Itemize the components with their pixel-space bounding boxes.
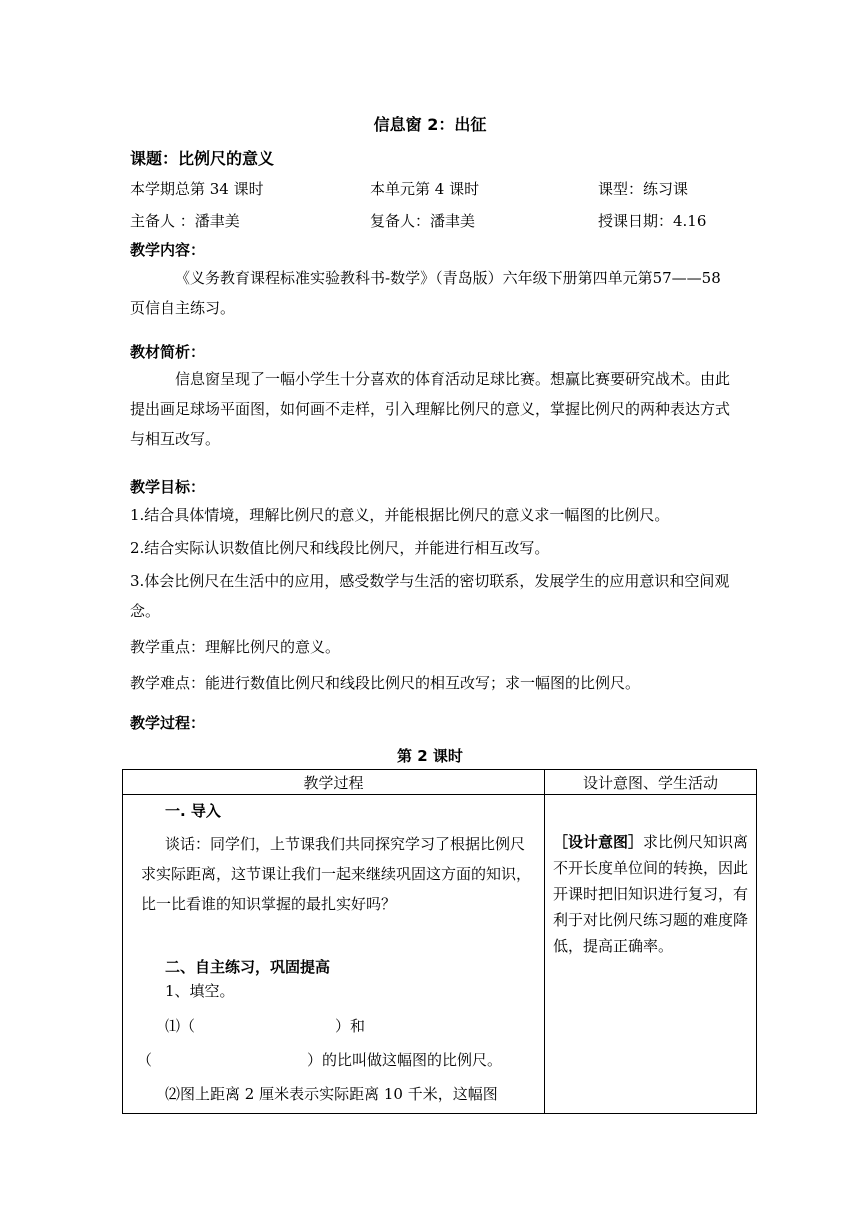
- lesson-table: [122, 769, 757, 1114]
- goal-item: 3.体会比例尺在生活中的应用，感受数学与生活的密切联系，发展学生的应用意识和空间观念。: [130, 572, 730, 620]
- section-intro-title: 一. 导入: [165, 802, 221, 820]
- question-1b: [137, 1045, 534, 1075]
- section-practice-title: 二、自主练习，巩固提高: [165, 958, 331, 976]
- teaching-date: 授课日期：4.16: [598, 212, 707, 230]
- q1a-close: ）和: [335, 1017, 366, 1035]
- q1b-open: （: [137, 1051, 153, 1069]
- goal-item: 2.结合实际认识数值比例尺和线段比例尺，并能进行相互改写。: [130, 539, 550, 557]
- analysis-heading: 教材简析：: [130, 343, 206, 361]
- content-text: 《义务教育课程标准实验教科书-数学》（青岛版）六年级下册第四单元第57——58 页信自主练习。: [130, 269, 721, 317]
- question-1a: [165, 1011, 534, 1041]
- lesson-label: 第 2 课时: [397, 747, 463, 765]
- design-cell: [545, 795, 757, 1114]
- co-preparer: 复备人：潘聿美: [370, 212, 476, 230]
- question-1c: ⑵图上距离 2 厘米表示实际距离 10 千米，这幅图: [165, 1085, 498, 1103]
- question-1: 1、填空。: [165, 982, 235, 1000]
- content-heading: 教学内容：: [130, 241, 206, 259]
- total-lesson: 本学期总第 34 课时: [130, 180, 264, 198]
- table-row: [123, 795, 757, 1114]
- unit-lesson: 本单元第 4 课时: [370, 180, 480, 198]
- preparer: 主备人 ：潘聿美: [130, 212, 240, 230]
- process-cell: [123, 795, 545, 1114]
- design-text: 求比例尺知识离不开长度单位间的转换，因此开课时把旧知识进行复习，有利于对比例尺练习题的难度降低，提高正确率。: [553, 833, 749, 955]
- lesson-type: 课型：练习课: [598, 180, 689, 198]
- table-header-row: [123, 770, 757, 795]
- doc-title: 信息窗 2：出征: [373, 115, 487, 134]
- col-header-design: 设计意图、学生活动: [545, 770, 757, 795]
- process-heading: 教学过程：: [130, 714, 206, 732]
- q1a-open: ⑴（: [165, 1017, 196, 1035]
- design-label: ［设计意图］: [553, 833, 644, 851]
- difficulty: 教学难点：能进行数值比例尺和线段比例尺的相互改写；求一幅图的比例尺。: [130, 674, 641, 692]
- analysis-text: 信息窗呈现了一幅小学生十分喜欢的体育活动足球比赛。想赢比赛要研究战术。由此提出画足球场平面图，如何画不走样，引入理解比例尺的意义，掌握比例尺的两种表达方式与相互改写。: [130, 370, 731, 448]
- intro-text: 谈话：同学们，上节课我们共同探究学习了根据比例尺求实际距离，这节课让我们一起来继续巩固这方面的知识，比一比看谁的知识掌握的最扎实好吗？: [141, 835, 532, 913]
- topic: 课题：比例尺的意义: [130, 149, 275, 168]
- design-note: [553, 829, 750, 959]
- col-header-process: 教学过程: [123, 770, 545, 795]
- goals-heading: 教学目标：: [130, 478, 206, 496]
- goal-item: 1.结合具体情境，理解比例尺的意义，并能根据比例尺的意义求一幅图的比例尺。: [130, 506, 670, 524]
- key-point: 教学重点：理解比例尺的意义。: [130, 638, 341, 656]
- q1b-close: ）的比叫做这幅图的比例尺。: [307, 1051, 503, 1069]
